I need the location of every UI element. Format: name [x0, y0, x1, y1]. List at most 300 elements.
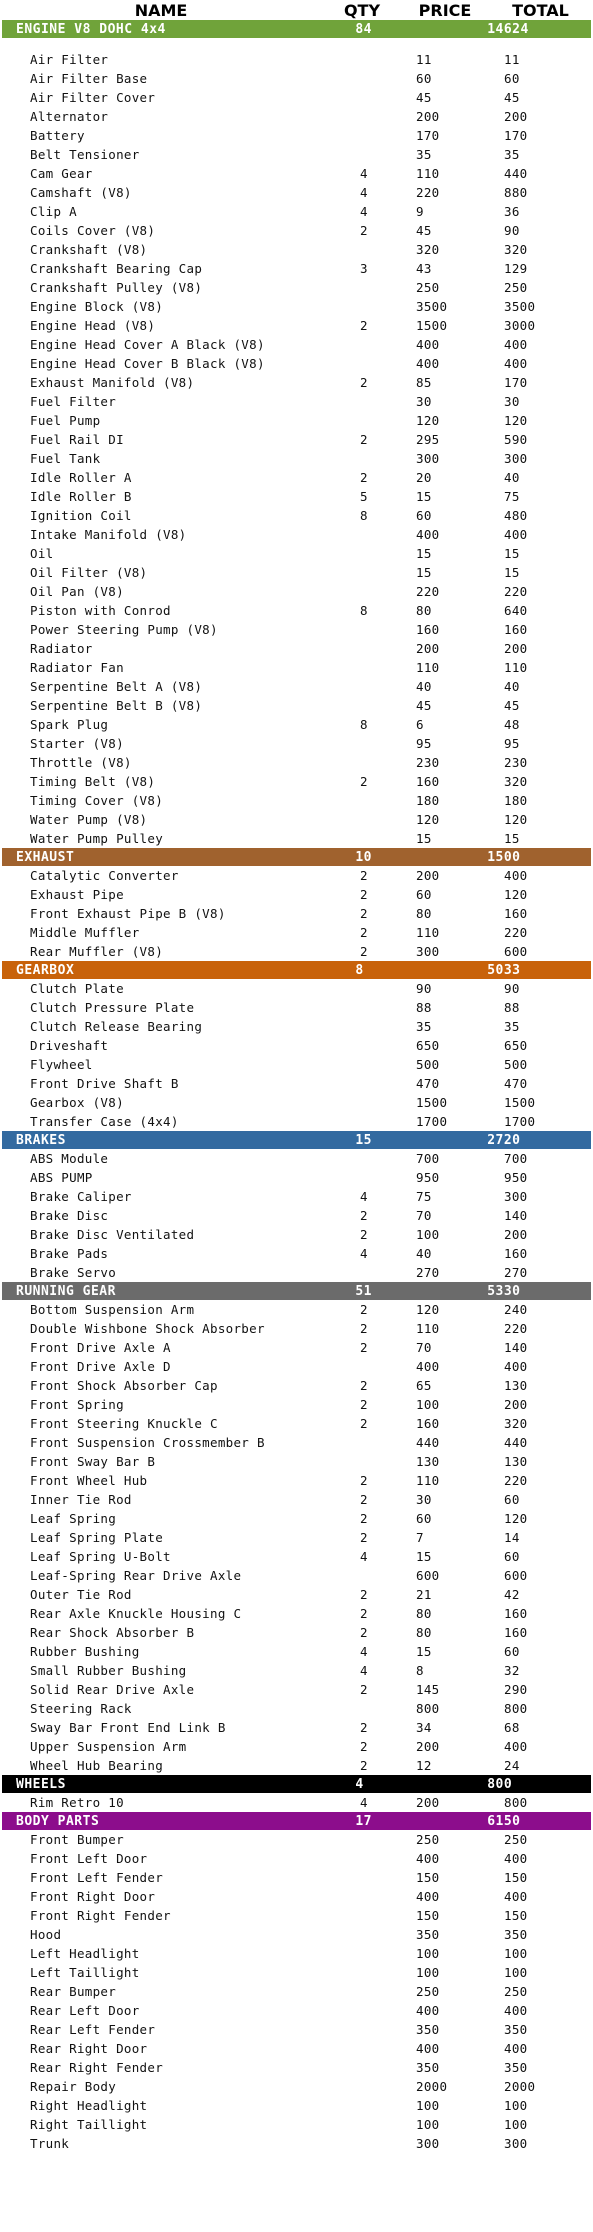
part-name: Brake Servo [30, 1265, 117, 1280]
part-total: 270 [504, 1265, 528, 1280]
part-total: 300 [504, 1189, 528, 1204]
table-row [0, 1490, 593, 1509]
part-name: Brake Pads [30, 1246, 109, 1261]
part-price: 500 [416, 1057, 440, 1072]
part-qty: 2 [360, 1208, 368, 1223]
part-name: Rear Axle Knuckle Housing C [30, 1606, 242, 1621]
table-row [0, 525, 593, 544]
table-row [0, 278, 593, 297]
part-name: Rear Shock Absorber B [30, 1625, 195, 1640]
part-name: Wheel Hub Bearing [30, 1758, 164, 1773]
part-total: 130 [504, 1378, 528, 1393]
section-qty: 17 [355, 1813, 372, 1829]
table-row [0, 2039, 593, 2058]
part-name: Right Taillight [30, 2117, 148, 2132]
part-name: Crankshaft (V8) [30, 242, 148, 257]
part-price: 300 [416, 944, 440, 959]
section-title: BRAKES [16, 1132, 66, 1148]
part-name: Idle Roller B [30, 489, 132, 504]
part-price: 220 [416, 584, 440, 599]
part-total: 400 [504, 527, 528, 542]
table-row [0, 1642, 593, 1661]
part-price: 300 [416, 451, 440, 466]
part-name: Rear Left Fender [30, 2022, 156, 2037]
part-price: 7 [416, 1530, 424, 1545]
part-price: 120 [416, 413, 440, 428]
part-total: 95 [504, 736, 520, 751]
part-price: 60 [416, 71, 432, 86]
part-price: 400 [416, 2003, 440, 2018]
table-row [0, 1036, 593, 1055]
part-qty: 2 [360, 1530, 368, 1545]
part-name: Front Spring [30, 1397, 124, 1412]
part-total: 40 [504, 679, 520, 694]
part-name: Oil [30, 546, 54, 561]
part-name: Leaf Spring U-Bolt [30, 1549, 171, 1564]
part-name: Rear Right Fender [30, 2060, 164, 2075]
part-price: 88 [416, 1000, 432, 1015]
part-price: 110 [416, 166, 440, 181]
part-name: Engine Block (V8) [30, 299, 164, 314]
part-price: 150 [416, 1908, 440, 1923]
part-total: 100 [504, 1946, 528, 1961]
part-name: Coils Cover (V8) [30, 223, 156, 238]
part-price: 21 [416, 1587, 432, 1602]
part-price: 60 [416, 887, 432, 902]
part-qty: 8 [360, 508, 368, 523]
part-total: 90 [504, 223, 520, 238]
table-row [0, 1338, 593, 1357]
part-price: 80 [416, 906, 432, 921]
table-row [0, 1074, 593, 1093]
table-row [0, 885, 593, 904]
part-price: 600 [416, 1568, 440, 1583]
table-row [0, 923, 593, 942]
table-row [0, 316, 593, 335]
part-price: 250 [416, 1984, 440, 1999]
section-header-running-gear [2, 1282, 591, 1300]
table-row [0, 620, 593, 639]
part-price: 440 [416, 1435, 440, 1450]
part-name: Crankshaft Bearing Cap [30, 261, 203, 276]
table-row [0, 1225, 593, 1244]
table-row [0, 69, 593, 88]
part-name: Front Bumper [30, 1832, 124, 1847]
part-qty: 2 [360, 1606, 368, 1621]
section-qty: 10 [355, 849, 372, 865]
part-name: Clip A [30, 204, 77, 219]
part-qty: 2 [360, 1302, 368, 1317]
part-name: Air Filter Base [30, 71, 148, 86]
part-price: 200 [416, 109, 440, 124]
part-price: 130 [416, 1454, 440, 1469]
part-name: Exhaust Pipe [30, 887, 124, 902]
part-name: Fuel Filter [30, 394, 117, 409]
part-total: 60 [504, 1492, 520, 1507]
table-row [0, 1168, 593, 1187]
part-price: 34 [416, 1720, 432, 1735]
part-qty: 2 [360, 774, 368, 789]
part-price: 270 [416, 1265, 440, 1280]
section-total: 6150 [487, 1813, 521, 1829]
table-row [0, 1149, 593, 1168]
part-total: 200 [504, 109, 528, 124]
table-row [0, 1699, 593, 1718]
part-name: Front Suspension Crossmember B [30, 1435, 265, 1450]
section-total: 14624 [487, 21, 529, 37]
table-row [0, 1547, 593, 1566]
part-qty: 5 [360, 489, 368, 504]
part-name: Left Taillight [30, 1965, 140, 1980]
part-total: 400 [504, 1359, 528, 1374]
part-price: 100 [416, 2098, 440, 2113]
section-header-brakes [2, 1131, 591, 1149]
part-price: 200 [416, 1739, 440, 1754]
part-price: 40 [416, 679, 432, 694]
part-qty: 2 [360, 887, 368, 902]
part-total: 220 [504, 925, 528, 940]
table-row [0, 1887, 593, 1906]
part-qty: 3 [360, 261, 368, 276]
table-row [0, 677, 593, 696]
part-price: 110 [416, 925, 440, 940]
part-qty: 2 [360, 1587, 368, 1602]
part-price: 110 [416, 1473, 440, 1488]
part-total: 590 [504, 432, 528, 447]
section-qty: 84 [355, 21, 372, 37]
section-qty: 51 [355, 1283, 372, 1299]
section-rows [0, 866, 593, 961]
section-rows [0, 979, 593, 1131]
part-qty: 2 [360, 1511, 368, 1526]
part-price: 80 [416, 1606, 432, 1621]
part-total: 120 [504, 413, 528, 428]
table-row [0, 1433, 593, 1452]
part-total: 220 [504, 1321, 528, 1336]
part-total: 30 [504, 394, 520, 409]
table-row [0, 183, 593, 202]
part-name: Outer Tie Rod [30, 1587, 132, 1602]
table-row [0, 1830, 593, 1849]
section-rows [0, 1830, 593, 2153]
part-qty: 4 [360, 1795, 368, 1810]
part-total: 160 [504, 1625, 528, 1640]
part-qty: 4 [360, 1663, 368, 1678]
table-row [0, 1756, 593, 1775]
part-qty: 2 [360, 1720, 368, 1735]
part-price: 400 [416, 356, 440, 371]
part-total: 400 [504, 868, 528, 883]
table-row [0, 544, 593, 563]
section-title: GEARBOX [16, 962, 75, 978]
part-name: Steering Rack [30, 1701, 132, 1716]
part-total: 88 [504, 1000, 520, 1015]
part-name: Clutch Pressure Plate [30, 1000, 195, 1015]
table-row [0, 1509, 593, 1528]
section-title: RUNNING GEAR [16, 1283, 116, 1299]
part-name: Air Filter [30, 52, 109, 67]
part-total: 36 [504, 204, 520, 219]
part-total: 320 [504, 1416, 528, 1431]
part-name: Rear Bumper [30, 1984, 117, 1999]
part-price: 350 [416, 2060, 440, 2075]
table-row [0, 1585, 593, 1604]
table-row [0, 715, 593, 734]
part-total: 400 [504, 356, 528, 371]
part-total: 160 [504, 1606, 528, 1621]
part-name: Radiator [30, 641, 93, 656]
part-total: 45 [504, 698, 520, 713]
part-qty: 2 [360, 1739, 368, 1754]
part-total: 3500 [504, 299, 536, 314]
part-price: 350 [416, 1927, 440, 1942]
part-name: Front Sway Bar B [30, 1454, 156, 1469]
part-total: 48 [504, 717, 520, 732]
part-name: ABS Module [30, 1151, 109, 1166]
part-price: 15 [416, 1644, 432, 1659]
part-total: 300 [504, 451, 528, 466]
part-price: 110 [416, 660, 440, 675]
table-row [0, 2096, 593, 2115]
table-row [0, 297, 593, 316]
part-qty: 2 [360, 470, 368, 485]
part-total: 160 [504, 906, 528, 921]
table-row [0, 1982, 593, 2001]
table-row [0, 164, 593, 183]
table-row [0, 430, 593, 449]
part-name: Trunk [30, 2136, 70, 2151]
part-price: 15 [416, 1549, 432, 1564]
table-row [0, 998, 593, 1017]
part-name: Front Drive Shaft B [30, 1076, 179, 1091]
part-price: 120 [416, 1302, 440, 1317]
part-name: Front Steering Knuckle C [30, 1416, 218, 1431]
table-row [0, 979, 593, 998]
part-name: Front Drive Axle D [30, 1359, 171, 1374]
part-total: 24 [504, 1758, 520, 1773]
part-name: Serpentine Belt A (V8) [30, 679, 203, 694]
part-qty: 4 [360, 204, 368, 219]
part-qty: 2 [360, 1758, 368, 1773]
part-name: Bottom Suspension Arm [30, 1302, 195, 1317]
part-name: Air Filter Cover [30, 90, 156, 105]
part-name: Leaf-Spring Rear Drive Axle [30, 1568, 242, 1583]
part-name: Front Exhaust Pipe B (V8) [30, 906, 226, 921]
part-total: 130 [504, 1454, 528, 1469]
part-price: 80 [416, 603, 432, 618]
part-price: 11 [416, 52, 432, 67]
part-price: 295 [416, 432, 440, 447]
section-qty: 4 [355, 1776, 364, 1792]
part-price: 90 [416, 981, 432, 996]
table-row [0, 1357, 593, 1376]
part-qty: 2 [360, 1492, 368, 1507]
part-name: Belt Tensioner [30, 147, 140, 162]
part-name: Front Right Fender [30, 1908, 171, 1923]
section-total: 5330 [487, 1283, 521, 1299]
part-total: 110 [504, 660, 528, 675]
part-price: 160 [416, 622, 440, 637]
table-row [0, 1112, 593, 1131]
part-name: Timing Belt (V8) [30, 774, 156, 789]
column-header-price: PRICE [418, 0, 472, 20]
table-row [0, 1528, 593, 1547]
part-price: 950 [416, 1170, 440, 1185]
part-total: 32 [504, 1663, 520, 1678]
table-row [0, 1661, 593, 1680]
part-total: 14 [504, 1530, 520, 1545]
part-total: 75 [504, 489, 520, 504]
table-row [0, 1793, 593, 1812]
table-row [0, 221, 593, 240]
part-qty: 2 [360, 1321, 368, 1336]
part-total: 35 [504, 1019, 520, 1034]
part-name: Water Pump Pulley [30, 831, 164, 846]
part-name: Engine Head Cover B Black (V8) [30, 356, 265, 371]
part-total: 880 [504, 185, 528, 200]
table-row [0, 582, 593, 601]
part-name: Alternator [30, 109, 109, 124]
table-row [0, 1963, 593, 1982]
table-row [0, 791, 593, 810]
part-name: Right Headlight [30, 2098, 148, 2113]
part-total: 68 [504, 1720, 520, 1735]
part-price: 45 [416, 90, 432, 105]
table-row [0, 392, 593, 411]
part-name: Front Shock Absorber Cap [30, 1378, 218, 1393]
part-price: 3500 [416, 299, 448, 314]
part-total: 35 [504, 147, 520, 162]
part-price: 100 [416, 1946, 440, 1961]
part-total: 60 [504, 1549, 520, 1564]
part-qty: 2 [360, 1227, 368, 1242]
part-total: 800 [504, 1795, 528, 1810]
part-total: 800 [504, 1701, 528, 1716]
table-row [0, 468, 593, 487]
part-price: 35 [416, 147, 432, 162]
table-row [0, 866, 593, 885]
part-price: 6 [416, 717, 424, 732]
part-total: 120 [504, 812, 528, 827]
part-total: 440 [504, 166, 528, 181]
part-price: 15 [416, 565, 432, 580]
part-price: 250 [416, 280, 440, 295]
table-row [0, 1452, 593, 1471]
table-row [0, 1566, 593, 1585]
part-total: 440 [504, 1435, 528, 1450]
part-name: Clutch Release Bearing [30, 1019, 203, 1034]
table-row [0, 88, 593, 107]
part-total: 1500 [504, 1095, 536, 1110]
part-total: 180 [504, 793, 528, 808]
section-title: EXHAUST [16, 849, 75, 865]
part-price: 15 [416, 546, 432, 561]
table-row [0, 639, 593, 658]
part-total: 140 [504, 1208, 528, 1223]
part-name: Inner Tie Rod [30, 1492, 132, 1507]
part-qty: 8 [360, 603, 368, 618]
part-total: 100 [504, 2117, 528, 2132]
part-total: 11 [504, 52, 520, 67]
part-total: 400 [504, 1851, 528, 1866]
table-row [0, 1093, 593, 1112]
part-name: Middle Muffler [30, 925, 140, 940]
table-row [0, 1604, 593, 1623]
part-price: 300 [416, 2136, 440, 2151]
table-row [0, 411, 593, 430]
part-price: 120 [416, 812, 440, 827]
table-row [0, 2001, 593, 2020]
table-row [0, 563, 593, 582]
part-qty: 2 [360, 1473, 368, 1488]
part-total: 240 [504, 1302, 528, 1317]
part-qty: 4 [360, 1189, 368, 1204]
table-row [0, 487, 593, 506]
part-name: Transfer Case (4x4) [30, 1114, 179, 1129]
part-price: 20 [416, 470, 432, 485]
part-total: 400 [504, 337, 528, 352]
table-row [0, 601, 593, 620]
column-header-total: TOTAL [512, 0, 569, 20]
part-qty: 4 [360, 185, 368, 200]
table-row [0, 696, 593, 715]
part-price: 15 [416, 831, 432, 846]
part-name: Front Left Fender [30, 1870, 164, 1885]
part-name: Front Left Door [30, 1851, 148, 1866]
table-row [0, 810, 593, 829]
part-total: 500 [504, 1057, 528, 1072]
table-row [0, 1206, 593, 1225]
part-price: 400 [416, 1889, 440, 1904]
part-total: 400 [504, 2041, 528, 2056]
table-row [0, 1925, 593, 1944]
part-price: 650 [416, 1038, 440, 1053]
part-price: 250 [416, 1832, 440, 1847]
part-total: 15 [504, 546, 520, 561]
part-qty: 2 [360, 944, 368, 959]
table-row [0, 50, 593, 69]
table-row [0, 1680, 593, 1699]
part-total: 2000 [504, 2079, 536, 2094]
table-row [0, 1849, 593, 1868]
table-row [0, 1300, 593, 1319]
part-price: 320 [416, 242, 440, 257]
part-total: 640 [504, 603, 528, 618]
part-total: 220 [504, 1473, 528, 1488]
part-name: Radiator Fan [30, 660, 124, 675]
section-header-body-parts [2, 1812, 591, 1830]
part-price: 200 [416, 641, 440, 656]
part-total: 250 [504, 1984, 528, 1999]
table-row [0, 335, 593, 354]
part-total: 3000 [504, 318, 536, 333]
part-qty: 2 [360, 925, 368, 940]
part-total: 42 [504, 1587, 520, 1602]
part-total: 120 [504, 887, 528, 902]
part-price: 400 [416, 337, 440, 352]
part-name: Clutch Plate [30, 981, 124, 996]
part-total: 100 [504, 2098, 528, 2113]
part-qty: 2 [360, 1340, 368, 1355]
table-row [0, 2020, 593, 2039]
part-price: 100 [416, 1227, 440, 1242]
table-row [0, 1737, 593, 1756]
section-rows [0, 1300, 593, 1775]
part-total: 100 [504, 1965, 528, 1980]
part-price: 170 [416, 128, 440, 143]
table-row [0, 259, 593, 278]
table-row [0, 506, 593, 525]
